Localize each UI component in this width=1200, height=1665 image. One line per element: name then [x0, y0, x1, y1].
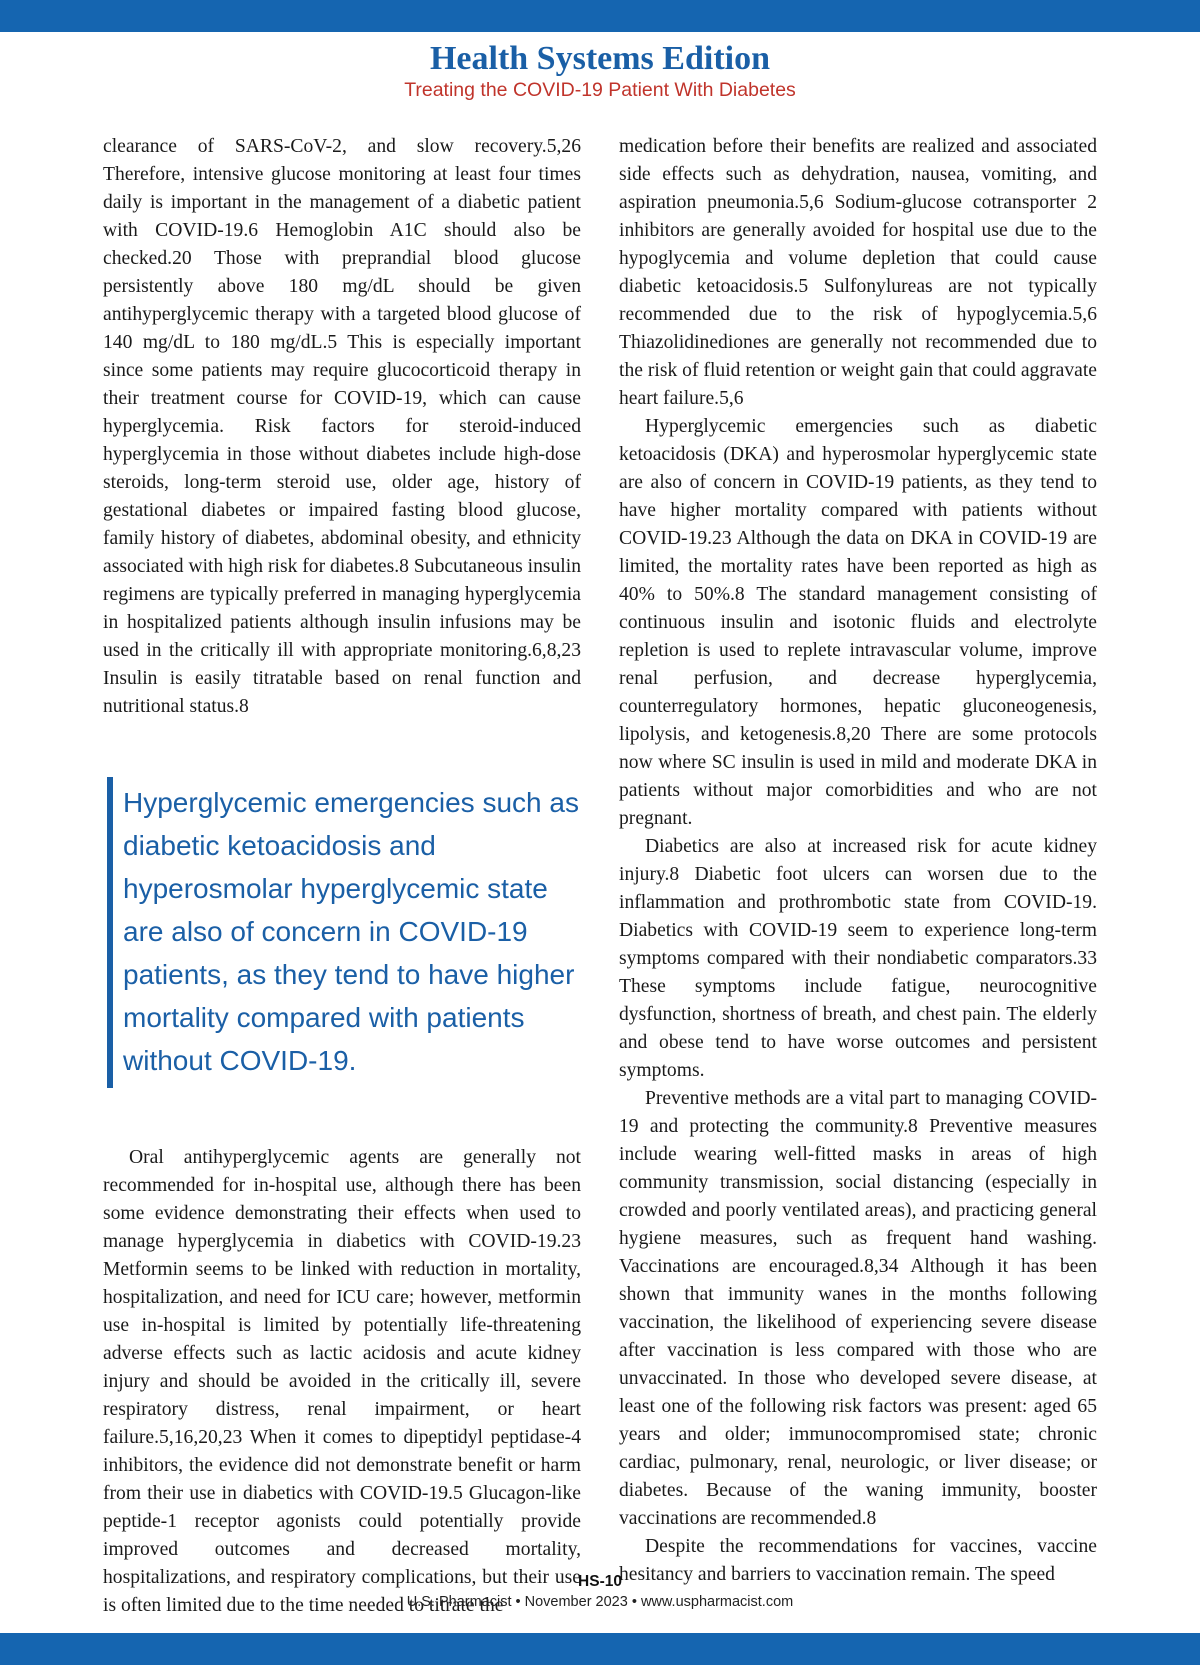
- left-column: [103, 133, 581, 1620]
- top-banner-bar: [0, 0, 1200, 32]
- body-paragraph: Preventive methods are a vital part to managing COVID-19 and protecting the community.8 Preventive measures include wearing well-fitted masks in areas of high community transmission, social distancing (especially in crowded and poorly ventilated areas), and practicing general hygiene measures, such as frequent hand washing. Vaccinations are encouraged.8,34 Although it has been shown that immunity wanes in the months following vaccination, the likelihood of experiencing severe disease after vaccination is less compared with those who are unvaccinated. In those who developed severe disease, at least one of the following risk factors was present: aged 65 years and older; immunocompromised state; chronic cardiac, pulmonary, renal, neurologic, or liver disease; or diabetes. Because of the waning immunity, booster vaccinations are recommended.8: [619, 1088, 1097, 1529]
- bottom-banner-bar: [0, 1633, 1200, 1665]
- pull-quote-text: Hyperglycemic emergencies such as diabetic ketoacidosis and hyperosmolar hyperglycemic state are also of concern in COVID-19 patients, as they tend to have higher mortality compared with patients without COVID-19.: [123, 787, 579, 1076]
- page-header: [0, 38, 1200, 102]
- edition-title: Health Systems Edition: [429, 40, 771, 77]
- page-number: HS-10: [578, 1573, 622, 1590]
- right-column: [619, 133, 1097, 1589]
- body-paragraph: medication before their benefits are realized and associated side effects such as dehydration, nausea, vomiting, and aspiration pneumonia.5,6 Sodium-glucose cotransporter 2 inhibitors are generally avoided for hospital use due to the hypoglycemia and volume depletion that could cause diabetic ketoacidosis.5 Sulfonylureas are not typically recommended due to the risk of hypoglycemia.5,6 Thiazolidinediones are generally not recommended due to the risk of fluid retention or weight gain that could aggravate heart failure.5,6: [619, 136, 1097, 409]
- body-paragraph: Despite the recommendations for vaccines, vaccine hesitancy and barriers to vaccination remain. The speed: [619, 1536, 1097, 1585]
- body-paragraph: clearance of SARS-CoV-2, and slow recovery.5,26 Therefore, intensive glucose monitoring at least four times daily is important in the management of a diabetic patient with COVID-19.6 Hemoglobin A1C should also be checked.20 Those with preprandial blood glucose persistently above 180 mg/dL should be given antihyperglycemic therapy with a targeted blood glucose of 140 mg/dL to 180 mg/dL.5 This is especially important since some patients may require glucocorticoid therapy in their treatment course for COVID-19, which can cause hyperglycemia. Risk factors for steroid-induced hyperglycemia in those without diabetes include high-dose steroids, long-term steroid use, older age, history of gestational diabetes or impaired fasting blood glucose, family history of diabetes, abdominal obesity, and ethnicity associated with high risk for diabetes.8 Subcutaneous insulin regimens are typically preferred in managing hyperglycemia in hospitalized patients although insulin infusions may be used in the critically ill with appropriate monitoring.6,8,23 Insulin is easily titratable based on renal function and nutritional status.8: [103, 136, 581, 717]
- publication-line: U.S. Pharmacist • November 2023 • www.uspharmacist.com: [406, 1594, 794, 1610]
- article-subtitle: Treating the COVID-19 Patient With Diabetes: [404, 79, 796, 101]
- page-footer: [0, 1572, 1200, 1612]
- body-paragraph: Oral antihyperglycemic agents are generally not recommended for in-hospital use, although there has been some evidence demonstrating their effects when used to manage hyperglycemia in diabetics with COVID-19.23 Metformin seems to be linked with reduction in mortality, hospitalization, and need for ICU care; however, metformin use in-hospital is limited by potentially life-threatening adverse effects such as lactic acidosis and acute kidney injury and should be avoided in the critically ill, severe respiratory distress, renal impairment, or heart failure.5,16,20,23 When it comes to dipeptidyl peptidase-4 inhibitors, the evidence did not demonstrate benefit or harm from their use in diabetics with COVID-19.5 Glucagon-like peptide-1 receptor agonists could potentially provide improved outcomes and decreased mortality, hospitalizations, and respiratory complications, but their use is often limited due to the time needed to titrate the: [103, 1147, 581, 1616]
- pull-quote: [107, 777, 581, 1088]
- body-paragraph: Diabetics are also at increased risk for acute kidney injury.8 Diabetic foot ulcers can worsen due to the inflammation and prothrombotic state from COVID-19. Diabetics with COVID-19 seem to experience long-term symptoms compared with their nondiabetic comparators.33 These symptoms include fatigue, neurocognitive dysfunction, shortness of breath, and chest pain. The elderly and obese tend to have worse outcomes and persistent symptoms.: [619, 836, 1097, 1081]
- body-paragraph: Hyperglycemic emergencies such as diabetic ketoacidosis (DKA) and hyperosmolar hyperglycemic state are also of concern in COVID-19 patients, as they tend to have higher mortality compared with patients without COVID-19.23 Although the data on DKA in COVID-19 are limited, the mortality rates have been reported as high as 40% to 50%.8 The standard management consisting of continuous insulin and isotonic fluids and electrolyte repletion is used to replete intravascular volume, improve renal perfusion, and decrease hyperglycemia, counterregulatory hormones, hepatic gluconeogenesis, lipolysis, and ketogenesis.8,20 There are some protocols now where SC insulin is used in mild and moderate DKA in patients without major comorbidities and who are not pregnant.: [619, 416, 1097, 829]
